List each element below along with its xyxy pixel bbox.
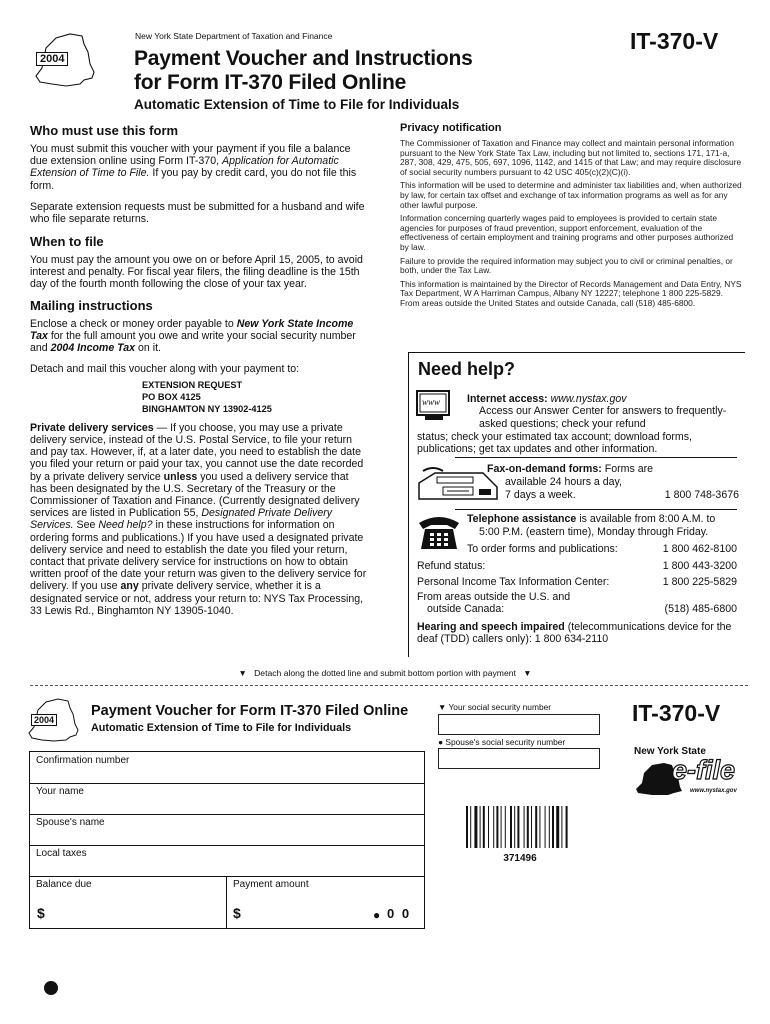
efile-url: www.nystax.gov — [690, 788, 737, 794]
efile-text: e-file — [672, 755, 736, 785]
bullet-icon: ● — [438, 737, 444, 747]
when-heading: When to file — [30, 234, 104, 249]
barcode-bar — [496, 806, 498, 848]
barcode-bar — [527, 806, 529, 848]
confirmation-number-field[interactable]: Confirmation number — [30, 752, 424, 784]
barcode — [464, 806, 576, 850]
spouse-name-field[interactable]: Spouse's name — [30, 814, 424, 846]
mailing-paragraph-2: Detach and mail this voucher along with your payment to: — [30, 362, 300, 375]
ssn-label: ▼ Your social security number — [438, 702, 552, 712]
voucher-title: Payment Voucher for Form IT-370 Filed Online — [91, 703, 409, 719]
triangle-down-icon: ▼ — [438, 702, 447, 712]
ssn-input[interactable] — [438, 714, 600, 735]
spouse-ssn-input[interactable] — [438, 748, 600, 769]
barcode-bar — [493, 806, 494, 848]
address-line: PO BOX 4125 — [142, 391, 201, 402]
hearing-impaired-line: Hearing and speech impaired (telecommunications device for the deaf (TDD) callers only): 1 800 634-2110 — [417, 621, 732, 646]
nys-label: New York State — [634, 746, 706, 757]
barcode-number: 371496 — [503, 853, 537, 864]
barcode-bar — [524, 806, 525, 848]
address-line: EXTENSION REQUEST — [142, 379, 243, 390]
barcode-bar — [535, 806, 537, 848]
balance-due-field[interactable]: Balance due $ — [30, 876, 227, 928]
registration-mark — [44, 981, 58, 995]
form-id: IT-370-V — [630, 28, 719, 54]
internet-text-2: status; check your estimated tax account; download forms, publications; get tax updates and other information. — [417, 431, 692, 456]
when-section — [30, 234, 368, 291]
privacy-paragraph: This information is maintained by the Director of Records Management and Data Entry, NYS Tax Department, W A Harriman Campus, Albany NY 12227; telephone 1 800 225-5829. From areas outside the United States and outside Canada, call (518) 485-6800. — [400, 278, 742, 308]
phone-line: Personal Income Tax Information Center: 1 800 225-5829 — [417, 576, 737, 588]
barcode-bar — [501, 806, 502, 848]
barcode-bar — [566, 806, 568, 848]
cents-value: 0 0 — [387, 906, 412, 921]
address-line: BINGHAMTON NY 13902-4125 — [142, 403, 272, 414]
page-title-line2: for Form IT-370 Filed Online — [134, 71, 407, 94]
dollar-sign: $ — [233, 905, 241, 921]
voucher-fields-box — [29, 751, 425, 929]
divider — [455, 509, 737, 510]
barcode-bar — [545, 806, 546, 848]
barcode-bar — [483, 806, 485, 848]
dollar-sign: $ — [37, 905, 45, 921]
who-section — [30, 123, 368, 225]
need-help-box — [408, 352, 745, 657]
divider — [455, 457, 737, 458]
mailing-heading: Mailing instructions — [30, 298, 153, 313]
voucher-subtitle: Automatic Extension of Time to File for Individuals — [91, 722, 352, 734]
phone-lines — [417, 541, 737, 591]
who-heading: Who must use this form — [30, 123, 179, 138]
triangle-down-icon: ▼ — [523, 668, 532, 678]
phone-line: To order forms and publications: 1 800 462-8100 — [467, 543, 737, 555]
internet-block: Internet access: www.nystax.gov Access our Answer Center for answers to frequently-asked questions; check your refund — [467, 393, 727, 430]
barcode-bar — [514, 806, 515, 848]
need-help-heading: Need help? — [418, 359, 516, 379]
fax-block: Fax-on-demand forms: Forms are available 24 hours a day, 7 days a week. 1 800 748-3676 — [487, 463, 739, 501]
barcode-bar — [556, 806, 559, 848]
barcode-bar — [549, 806, 550, 848]
barcode-bar — [470, 806, 471, 848]
detach-dotted-line — [30, 685, 748, 686]
triangle-down-icon: ▼ — [238, 668, 247, 678]
privacy-paragraph: Failure to provide the required information may subject you to civil or criminal penalties, or both, under the Tax Law. — [400, 255, 733, 276]
outside-us-line: From areas outside the U.S. and outside Canada: (518) 485-6800 — [417, 591, 737, 616]
voucher-year: 2004 — [31, 714, 57, 726]
mailing-paragraph-1: Enclose a check or money order payable to New York State Income Tax for the full amount you owe and write your social security number and 2004 Income Tax on it. — [30, 318, 356, 355]
spouse-ssn-label: ● Spouse's social security number — [438, 737, 566, 747]
internet-url-link[interactable]: www.nystax.gov — [550, 393, 627, 405]
decimal-point-icon: ● — [373, 908, 381, 922]
payment-amount-field[interactable]: Payment amount $ ● 0 0 — [233, 879, 412, 922]
telephone-block: Telephone assistance is available from 8:00 A.M. to 5:00 P.M. (eastern time), Monday through Friday. — [467, 513, 716, 538]
barcode-bar — [474, 806, 477, 848]
barcode-bar — [531, 806, 532, 848]
detach-instruction: ▼ Detach along the dotted line and submit bottom portion with payment ▼ — [238, 668, 532, 678]
barcode-bar — [561, 806, 562, 848]
header-year: 2004 — [36, 52, 68, 66]
barcode-bar — [466, 806, 468, 848]
phone-line: Refund status: 1 800 443-3200 — [417, 559, 737, 572]
page-subtitle: Automatic Extension of Time to File for Individuals — [134, 97, 460, 112]
when-paragraph: You must pay the amount you owe on or before April 15, 2005, to avoid interest and penalty. For fiscal year filers, the filing deadline is the 15th day of the fourth month following the close of your tax year. — [30, 254, 363, 291]
www-icon-text: www — [422, 397, 441, 407]
efile-logo — [634, 755, 742, 799]
who-paragraph-2: Separate extension requests must be submitted for a husband and wife who file separate returns. — [30, 200, 365, 226]
private-delivery-paragraph: Private delivery services — If you choose, you may use a private delivery service, instead of the U.S. Postal Service, to file your return and pay tax. However, if, at a later date, you need to establish the date you filed your return or paid your tax, you cannot use the date recorded by a private delivery service unless you used a delivery service that has been designated by the U.S. Secretary of the Treasury or the Commissioner of Taxation and Finance. (Currently designated delivery services are listed in Publication 55, Designated Private Delivery Services. See Need help? in these instructions for information on ordering forms and publications.) If you have used a designated private delivery service and need to establish the date you filed your return, contact that private delivery service for instructions on how to obtain written proof of the date your return was given to the delivery service for delivery. If you use any private delivery service, whether it is a designated service or not, address your return to: NYS Tax Processing, 33 Lewis Rd., Binghamton NY 13905-1040. — [30, 421, 367, 617]
your-name-field[interactable]: Your name — [30, 783, 424, 815]
barcode-bar — [488, 806, 489, 848]
computer-icon — [415, 389, 455, 423]
privacy-heading: Privacy notification — [400, 122, 502, 134]
privacy-paragraph: This information will be used to determine and administer tax liabilities and, when authorized by law, for certain tax offset and exchange of tax information programs as well as for any other lawful purpose. — [400, 180, 742, 210]
privacy-paragraph: The Commissioner of Taxation and Finance may collect and maintain personal information pursuant to the New York State Tax Law, including but not limited to, sections 171, 171-a, 287, 308, 429, 475, 505, 697, 1096, 1142, and 1415 of that Law; and may require disclosure of social security numbers pursuant to 42 USC 405(c)(2)(C)(i). — [400, 138, 742, 177]
who-paragraph-1: You must submit this voucher with your payment if you file a balance due extension online using Form IT-370, Application for Automatic Extension of Time to File. If you pay by credit card, you do not file this form. — [30, 143, 357, 192]
barcode-bar — [510, 806, 512, 848]
barcode-bar — [480, 806, 481, 848]
barcode-bar — [505, 806, 506, 848]
fax-number: 1 800 748-3676 — [664, 489, 739, 501]
privacy-section — [400, 122, 742, 309]
page-title-line1: Payment Voucher and Instructions — [134, 47, 473, 70]
mailing-address — [142, 379, 368, 415]
barcode-bar — [517, 806, 519, 848]
local-taxes-field[interactable]: Local taxes — [30, 845, 424, 877]
voucher-form-id: IT-370-V — [632, 700, 721, 726]
department-name: New York State Department of Taxation and Finance — [135, 31, 333, 41]
barcode-bar — [539, 806, 540, 848]
mailing-section — [30, 298, 368, 617]
privacy-paragraph: Information concerning quarterly wages paid to employees is provided to certain state agencies for purposes of fraud prevention, support enforcement, evaluation of the effectiveness of certain employment and training programs and other purposes authorized by law. — [400, 213, 734, 252]
barcode-bar — [552, 806, 554, 848]
